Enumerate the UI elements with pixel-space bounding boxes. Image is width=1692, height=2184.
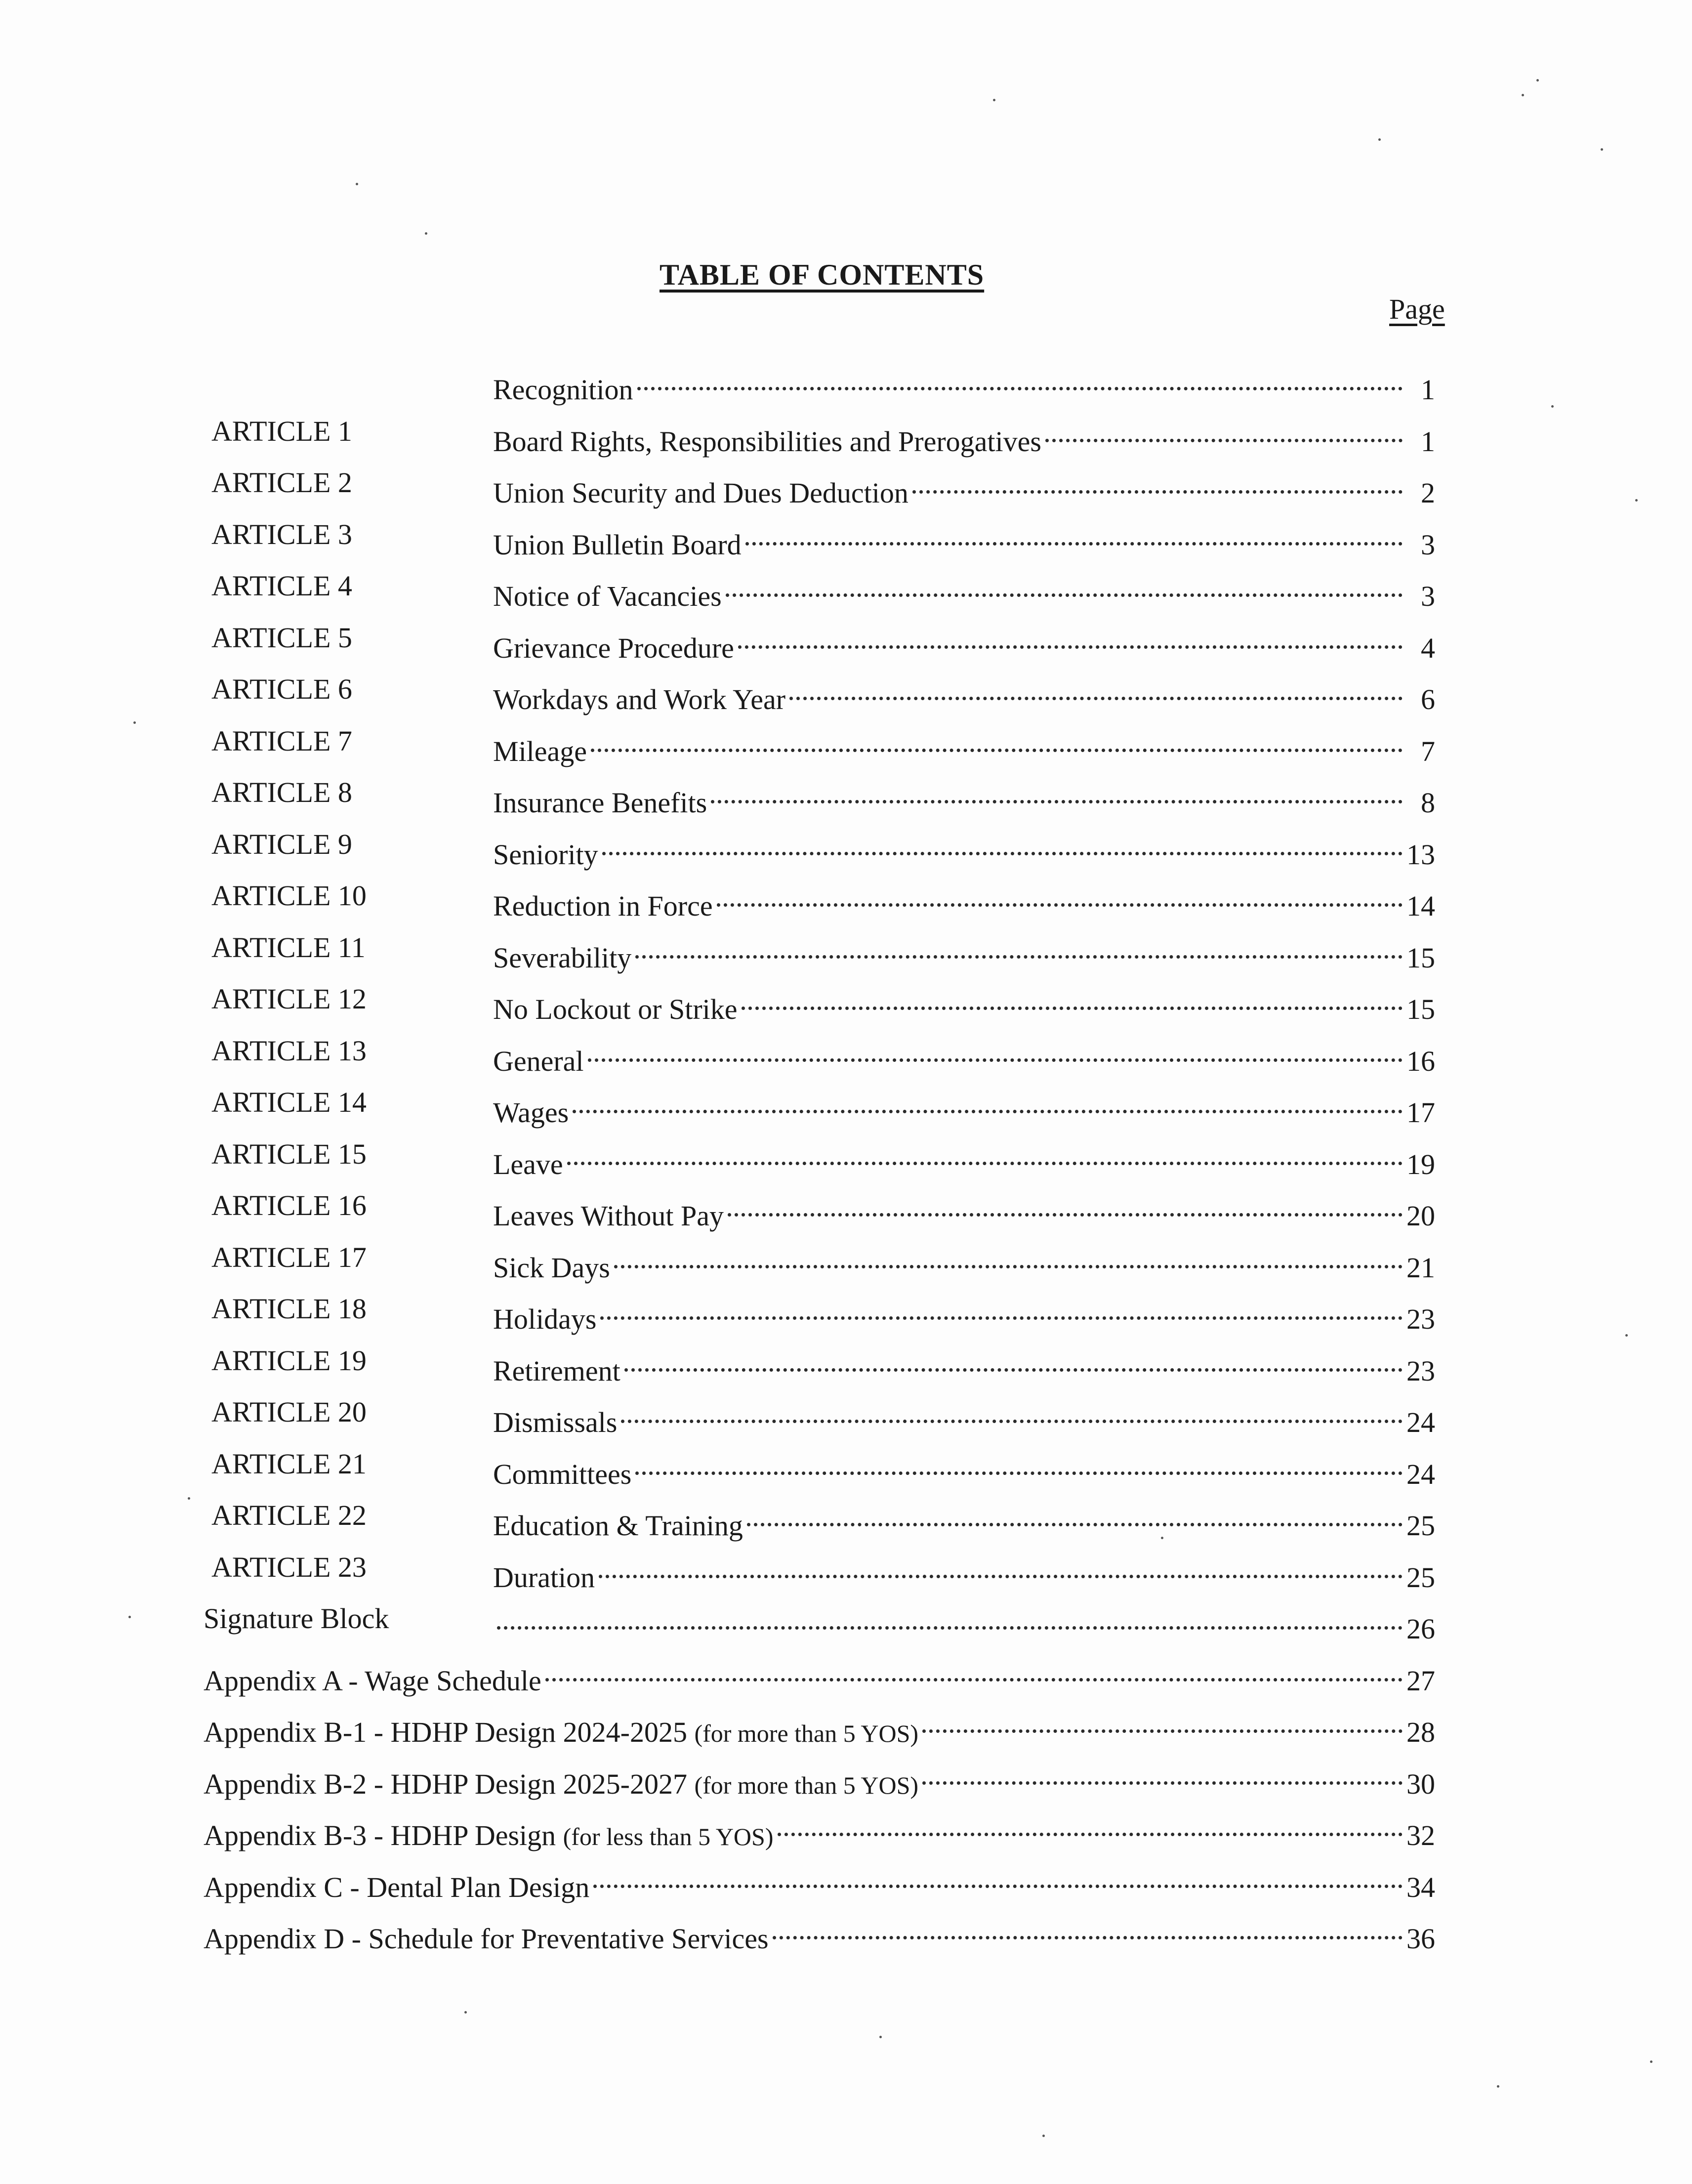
toc-entry-title: Notice of Vacancies [493,580,722,612]
toc-row-article-10 [0,876,1692,928]
toc-entry-page: 2 [1421,477,1435,509]
toc-row-body [493,721,1435,771]
toc-entry-page: 28 [1406,1716,1435,1748]
toc-row-body [493,360,1435,410]
toc-row-article-8 [0,773,1692,825]
toc-row-label: ARTICLE 2 [211,466,352,499]
page-column-header: Page [1389,293,1445,325]
toc-entry-title [204,1868,593,1908]
toc-entry-page: 3 [1421,528,1435,561]
dot-leader [742,979,1403,1019]
toc-row-article-6 [0,670,1692,721]
toc-row-article-17 [0,1238,1692,1290]
toc-row-body [493,618,1435,668]
appendix-title: Appendix C - Dental Plan Design [204,1871,590,1903]
dot-leader [621,1392,1403,1432]
toc-row-label: ARTICLE 7 [211,724,352,757]
dot-leader [635,1444,1403,1484]
toc-row-article-11 [0,928,1692,980]
toc-row-label: ARTICLE 4 [211,570,352,602]
dot-leader [747,1496,1403,1535]
dot-leader [789,670,1403,709]
dot-leader [773,1909,1403,1948]
toc-row-body [493,412,1435,462]
dot-leader [573,1083,1403,1122]
toc-row-article-15 [0,1134,1692,1186]
toc-row-label: ARTICLE 10 [211,880,367,912]
dot-leader [717,876,1403,916]
toc-row-article-5 [0,618,1692,670]
scan-speck [1378,138,1381,141]
toc-entry-title [204,1764,922,1805]
toc-row-body [493,1289,1435,1339]
toc-row-article-13 [0,1031,1692,1083]
toc-entry-title [204,1919,773,1960]
dot-leader [635,928,1403,967]
toc-row-article-19 [0,1341,1692,1393]
dot-leader [588,1031,1403,1071]
toc-entry-page: 27 [1406,1664,1435,1697]
scan-speck [1551,405,1554,408]
scan-speck [425,232,427,235]
toc-row-article-2 [0,463,1692,515]
toc-row-label: ARTICLE 8 [211,776,352,808]
toc-entry-page: 6 [1421,683,1435,715]
toc-row-label: ARTICLE 19 [211,1344,367,1377]
toc-entry-title: Board Rights, Responsibilities and Prerogatives [493,425,1041,458]
toc-row-body [493,1186,1435,1236]
dot-leader [599,1548,1403,1587]
toc-row-appendix-c [0,1857,1692,1909]
toc-entry-title: Duration [493,1561,595,1594]
appendix-title: Appendix B-1 - HDHP Design 2024-2025 [204,1716,687,1748]
dot-leader [600,1289,1403,1329]
toc-row-article-14 [0,1083,1692,1134]
toc-entry-page: 16 [1406,1045,1435,1077]
toc-row-article-23 [0,1548,1692,1599]
toc-row-body [204,1754,1435,1805]
scan-speck [993,99,995,101]
toc-row-body [493,566,1435,616]
toc-entry-page: 24 [1406,1458,1435,1490]
dot-leader [593,1857,1403,1897]
toc-entry-title: Holidays [493,1303,597,1335]
toc-row-appendix-d [0,1909,1692,1961]
toc-entry-title: Retirement [493,1354,620,1387]
toc-entry-page: 1 [1421,425,1435,458]
toc-row-label: ARTICLE 12 [211,983,367,1015]
toc-row-signature-block [0,1599,1692,1651]
toc-entry-page: 7 [1421,735,1435,767]
toc-row-body [493,1083,1435,1133]
scan-speck [1497,2085,1499,2088]
toc-entry-page: 34 [1406,1871,1435,1903]
toc-row-body [493,1599,1435,1649]
dot-leader [726,566,1403,606]
scan-speck [133,721,136,724]
dot-leader [614,1238,1403,1277]
toc-row-body [493,825,1435,875]
dot-leader [738,618,1403,658]
toc-entry-page: 24 [1406,1406,1435,1438]
toc-entry-page: 23 [1406,1303,1435,1335]
toc-entry-page: 15 [1406,993,1435,1025]
toc-row-body [204,1909,1435,1960]
toc-row-article-22 [0,1496,1692,1548]
toc-row-body [493,876,1435,926]
toc-entry-title: Grievance Procedure [493,631,734,664]
toc-row-appendix-b2 [0,1754,1692,1806]
toc-row-label: ARTICLE 18 [211,1293,367,1325]
toc-entry-page: 26 [1406,1613,1435,1645]
toc-row-label: ARTICLE 20 [211,1396,367,1428]
toc-entry-title: Union Bulletin Board [493,528,742,561]
dot-leader [637,360,1403,399]
toc-row-body [204,1651,1435,1702]
dot-leader [728,1186,1403,1225]
toc-row-label: ARTICLE 21 [211,1447,367,1480]
toc-entry-page: 23 [1406,1354,1435,1387]
toc-row-article-7 [0,721,1692,773]
toc-entry-page: 4 [1421,631,1435,664]
toc-row-article-9 [0,825,1692,877]
toc-row-body [493,670,1435,719]
toc-row-body [204,1702,1435,1753]
dot-leader [912,463,1403,503]
toc-entry-title [204,1661,545,1702]
toc-entry-title: General [493,1045,584,1077]
toc-row-appendix-b1 [0,1702,1692,1754]
toc-entry-page: 36 [1406,1923,1435,1955]
scan-speck [1601,148,1603,151]
dot-leader [778,1806,1403,1845]
toc-entry-page: 20 [1406,1200,1435,1232]
dot-leader [567,1134,1403,1174]
toc-list [0,360,1692,1961]
appendix-note: (for less than 5 YOS) [563,1823,774,1850]
toc-row-label: ARTICLE 15 [211,1137,367,1170]
toc-entry-title: Wages [493,1096,569,1129]
toc-row-article-18 [0,1289,1692,1341]
toc-entry-page: 1 [1421,374,1435,406]
toc-row-body [493,1341,1435,1391]
toc-row-body [493,773,1435,823]
scan-speck [1650,2060,1652,2063]
toc-entry-page: 32 [1406,1819,1435,1851]
toc-row-body [493,979,1435,1029]
toc-entry-page: 17 [1406,1096,1435,1129]
toc-row-article-16 [0,1186,1692,1238]
toc-row-label: ARTICLE 14 [211,1086,367,1118]
toc-entry-title: Leaves Without Pay [493,1200,724,1232]
appendix-title: Appendix B-2 - HDHP Design 2025-2027 [204,1767,687,1800]
toc-row-article-4 [0,566,1692,618]
toc-row-label: ARTICLE 17 [211,1241,367,1273]
appendix-title: Appendix D - Schedule for Preventative Services [204,1923,769,1955]
toc-entry-title: Dismissals [493,1406,618,1438]
toc-row-body [493,1548,1435,1597]
toc-entry-page: 8 [1421,787,1435,819]
dot-leader [922,1754,1403,1794]
toc-row-body [493,1031,1435,1081]
scan-speck [188,1497,190,1500]
scan-speck [1522,94,1524,96]
toc-entry-page: 25 [1406,1561,1435,1594]
scan-speck [1161,1537,1163,1539]
toc-entry-page: 21 [1406,1251,1435,1284]
toc-entry-title [204,1816,778,1856]
appendix-note: (for more than 5 YOS) [694,1720,919,1747]
toc-row-label: ARTICLE 16 [211,1189,367,1221]
scan-speck [879,2036,882,2038]
dot-leader [922,1702,1403,1742]
toc-row-label: Signature Block [204,1602,389,1635]
toc-entry-title: Committees [493,1458,632,1490]
appendix-title: Appendix A - Wage Schedule [204,1664,541,1697]
toc-row-article-12 [0,979,1692,1031]
toc-entry-page: 13 [1406,838,1435,871]
toc-entry-page: 19 [1406,1148,1435,1180]
scan-speck [464,2011,467,2014]
toc-entry-page: 14 [1406,890,1435,922]
toc-row-body [493,515,1435,565]
toc-row-label: ARTICLE 13 [211,1034,367,1067]
toc-entry-page: 25 [1406,1510,1435,1542]
dot-leader [711,773,1403,812]
toc-row-body [493,1496,1435,1546]
toc-row-article-21 [0,1444,1692,1496]
toc-entry-title: Insurance Benefits [493,787,707,819]
toc-row-body [493,1392,1435,1442]
toc-row-body [493,928,1435,978]
toc-row-label: ARTICLE 3 [211,518,352,550]
toc-row-article-1 [0,412,1692,463]
scan-speck [356,183,358,185]
dot-leader [602,825,1403,864]
toc-entry-title: Education & Training [493,1510,743,1542]
toc-entry-title: Sick Days [493,1251,610,1284]
toc-row-appendix-b3 [0,1806,1692,1857]
toc-entry-page: 30 [1406,1767,1435,1800]
scan-speck [1042,2135,1045,2137]
toc-row-body [493,1444,1435,1494]
toc-entry-title: Severability [493,941,632,974]
toc-row-label: ARTICLE 6 [211,673,352,705]
dot-leader [1045,412,1403,451]
toc-entry-page: 15 [1406,941,1435,974]
page-title: TABLE OF CONTENTS [660,258,985,291]
toc-row-appendix-a [0,1651,1692,1703]
toc-row-body [204,1806,1435,1856]
toc-row-body [493,1238,1435,1288]
dot-leader [745,515,1403,554]
dot-leader [624,1341,1403,1381]
scan-speck [1625,1334,1628,1337]
toc-row-body [493,1134,1435,1184]
toc-entry-title: No Lockout or Strike [493,993,738,1025]
toc-entry-title [204,1713,922,1753]
dot-leader [591,721,1403,761]
toc-row-label: ARTICLE 9 [211,828,352,860]
toc-entry-title: Mileage [493,735,587,767]
toc-row-label: ARTICLE 11 [211,931,366,964]
toc-entry-page: 3 [1421,580,1435,612]
toc-row-label: ARTICLE 22 [211,1499,367,1531]
toc-entry-title: Workdays and Work Year [493,683,786,715]
toc-entry-title: Union Security and Dues Deduction [493,477,908,509]
scan-speck [1536,79,1539,82]
scan-speck [128,1616,131,1618]
toc-entry-title: Reduction in Force [493,890,713,922]
dot-leader [497,1599,1403,1638]
toc-row-recognition [0,360,1692,412]
toc-row-article-20 [0,1392,1692,1444]
toc-row-label: ARTICLE 23 [211,1551,367,1583]
toc-row-body [204,1857,1435,1908]
toc-row-label: ARTICLE 5 [211,621,352,654]
dot-leader [545,1651,1403,1690]
appendix-note: (for more than 5 YOS) [694,1771,919,1799]
toc-entry-title: Leave [493,1148,563,1180]
toc-row-body [493,463,1435,513]
scan-speck [1635,499,1638,502]
toc-row-article-3 [0,515,1692,567]
toc-entry-title: Seniority [493,838,598,871]
toc-entry-title: Recognition [493,374,633,406]
appendix-title: Appendix B-3 - HDHP Design [204,1819,556,1851]
toc-row-label: ARTICLE 1 [211,415,352,447]
